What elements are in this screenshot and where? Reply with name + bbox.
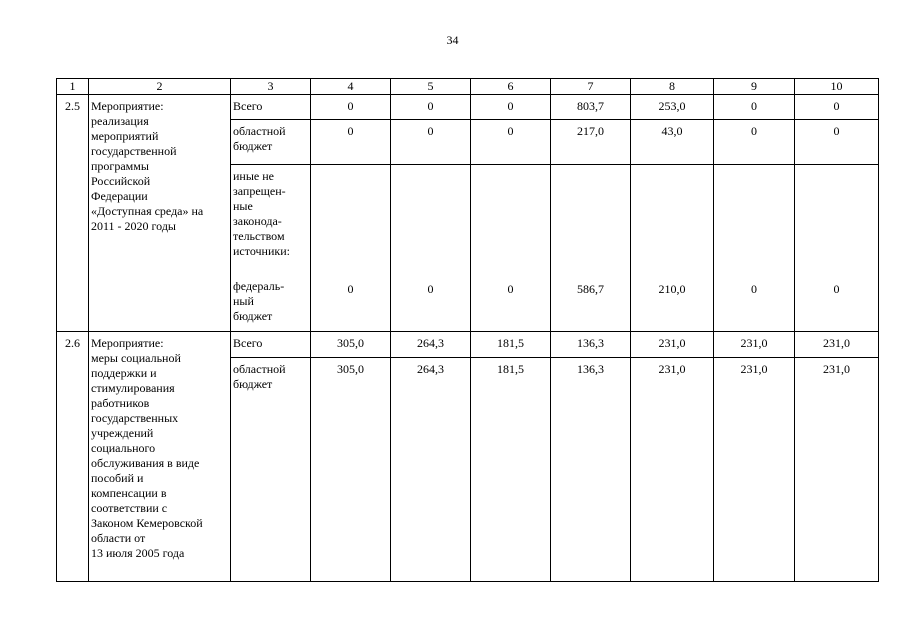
column-header: 3	[231, 79, 311, 95]
column-header: 7	[551, 79, 631, 95]
column-header: 2	[89, 79, 231, 95]
value-cell: 0	[714, 165, 795, 332]
value-cell: 253,0	[631, 95, 714, 120]
header-row	[57, 79, 879, 95]
page-number: 34	[446, 33, 459, 47]
funding-source-label: Всего	[231, 95, 311, 120]
value-cell: 0	[391, 95, 471, 120]
value-cell: 0	[795, 165, 879, 332]
column-header: 5	[391, 79, 471, 95]
table-row	[57, 95, 879, 120]
column-header: 10	[795, 79, 879, 95]
table-row	[57, 332, 879, 358]
value-cell: 0	[391, 120, 471, 165]
column-header: 8	[631, 79, 714, 95]
value-cell: 181,5	[471, 332, 551, 358]
value-cell: 264,3	[391, 332, 471, 358]
value-cell: 231,0	[795, 358, 879, 582]
value-cell: 0	[311, 120, 391, 165]
value-cell: 210,0	[631, 165, 714, 332]
value-cell: 231,0	[714, 358, 795, 582]
value-cell: 305,0	[311, 358, 391, 582]
column-header: 6	[471, 79, 551, 95]
value-cell: 0	[311, 95, 391, 120]
value-cell: 136,3	[551, 358, 631, 582]
column-header: 9	[714, 79, 795, 95]
row-number: 2.5	[57, 95, 89, 332]
funding-source-label: областной бюджет	[231, 358, 311, 582]
value-cell: 0	[391, 165, 471, 332]
column-header: 4	[311, 79, 391, 95]
value-cell: 0	[714, 95, 795, 120]
row-number: 2.6	[57, 332, 89, 582]
value-cell: 305,0	[311, 332, 391, 358]
value-cell: 264,3	[391, 358, 471, 582]
value-cell: 231,0	[714, 332, 795, 358]
value-cell: 0	[795, 95, 879, 120]
budget-table	[56, 78, 879, 582]
value-cell: 0	[471, 95, 551, 120]
funding-source-label: Всего	[231, 332, 311, 358]
value-cell: 231,0	[631, 358, 714, 582]
value-cell: 217,0	[551, 120, 631, 165]
value-cell: 231,0	[631, 332, 714, 358]
value-cell: 0	[714, 120, 795, 165]
column-header: 1	[57, 79, 89, 95]
value-cell: 586,7	[551, 165, 631, 332]
value-cell: 181,5	[471, 358, 551, 582]
measure-description: Мероприятие: меры социальной поддержки и стимулирования работников государственных учреждений социального обслуживания в виде пособий и компенсации в соответствии с Законом Кемеровской области от 13 июля 2005 года	[89, 332, 231, 582]
funding-source-label: областной бюджет	[231, 120, 311, 165]
measure-description: Мероприятие: реализация мероприятий государственной программы Российской Федерации «Доступная среда» на 2011 - 2020 годы	[89, 95, 231, 332]
value-cell: 136,3	[551, 332, 631, 358]
value-cell: 0	[795, 120, 879, 165]
value-cell: 231,0	[795, 332, 879, 358]
funding-source-label: иные не запрещен- ные законода- тельством источники: федераль- ный бюджет	[231, 165, 311, 332]
value-cell: 0	[471, 120, 551, 165]
value-cell: 0	[311, 165, 391, 332]
value-cell: 0	[471, 165, 551, 332]
value-cell: 43,0	[631, 120, 714, 165]
value-cell: 803,7	[551, 95, 631, 120]
